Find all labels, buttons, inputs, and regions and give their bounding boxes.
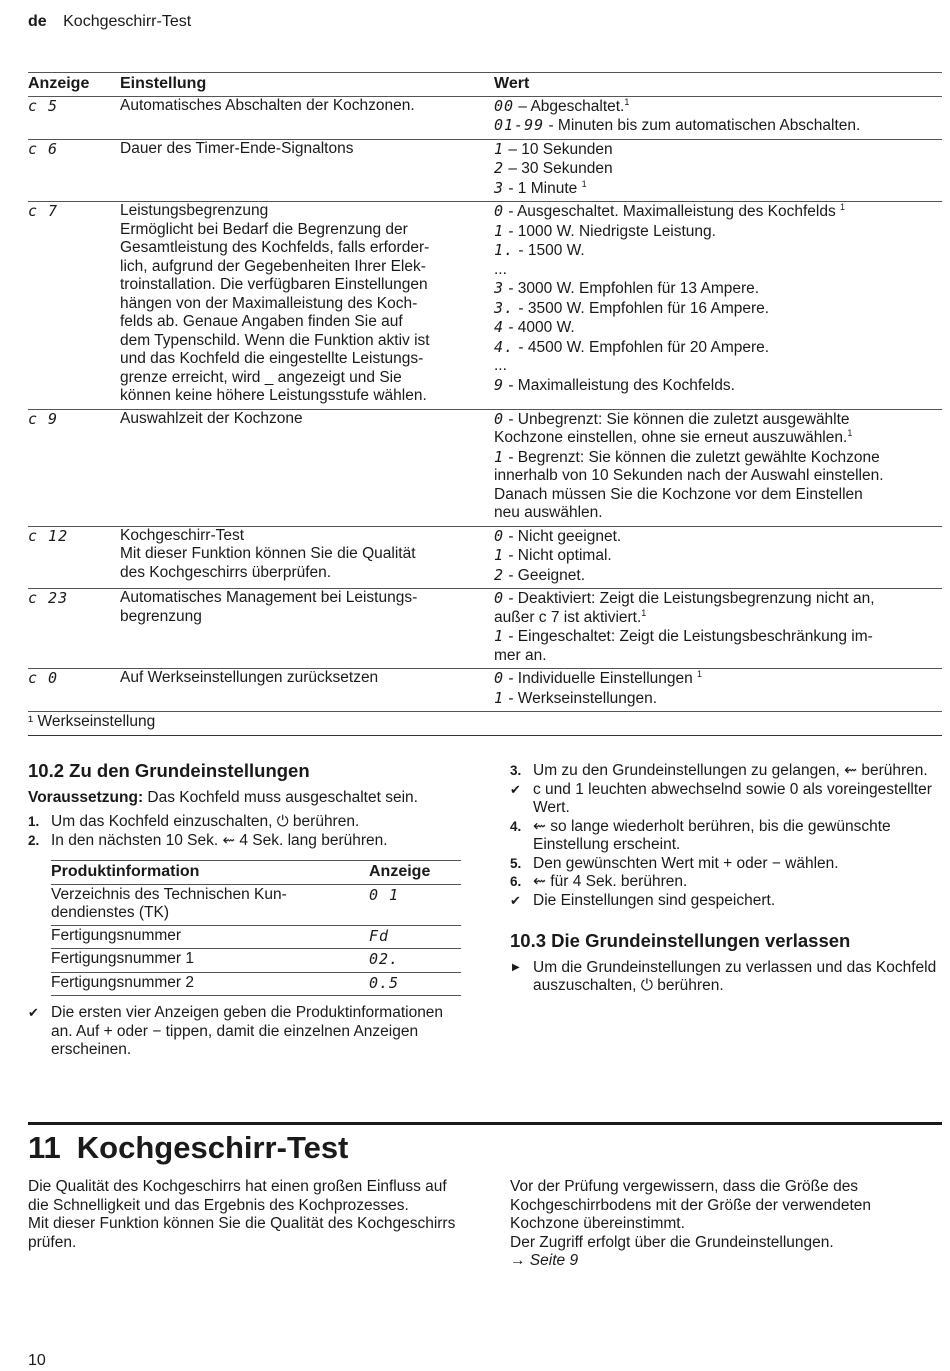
- steps-list-b: [510, 762, 942, 910]
- setting-line: grenze erreicht, wird _ angezeigt und Sie: [120, 368, 402, 386]
- header-title: Kochgeschirr-Test: [63, 13, 192, 30]
- setting-cell: [120, 669, 494, 712]
- setting-line: dem Typenschild. Wenn die Funktion aktiv ist: [120, 331, 430, 349]
- product-info-row: [51, 925, 461, 949]
- display-code: c 12: [28, 526, 69, 545]
- product-info-row: [51, 949, 461, 973]
- value-code: 0: [494, 589, 505, 607]
- page-reference-link[interactable]: → Seite 9: [510, 1252, 579, 1269]
- step-number: 6.: [510, 874, 522, 889]
- value-line: [494, 116, 942, 136]
- step-text: Um das Kochfeld einzuschalten,: [51, 813, 277, 830]
- prerequisite-text: Das Kochfeld muss ausgeschaltet sein.: [143, 788, 418, 806]
- value-text: - Eingeschaltet: Zeigt die Leistungsbeschränkung im-: [504, 628, 873, 645]
- page-header: [28, 13, 191, 32]
- chapter-intro-left: [28, 1178, 460, 1252]
- value-text: - 4500 W. Empfohlen für 20 Ampere.: [514, 338, 770, 356]
- settings-row: [28, 526, 942, 589]
- settings-row: [28, 409, 942, 526]
- value-line: [494, 566, 942, 586]
- value-line: [494, 429, 942, 448]
- step-text: Den gewünschten Wert mit + oder − wählen.: [533, 854, 839, 872]
- power-icon: ⏻: [276, 813, 289, 830]
- step-item: [510, 873, 942, 892]
- settings-row: [28, 139, 942, 202]
- setting-line: Auswahlzeit der Kochzone: [120, 409, 303, 427]
- setting-cell: [120, 202, 494, 410]
- setting-line: Automatisches Management bei Leistungs-: [120, 589, 418, 606]
- product-info-code-cell: [369, 949, 461, 973]
- setting-line: können keine höhere Leistungsstufe wählen.: [120, 387, 427, 404]
- value-text: - Nicht geeignet.: [504, 527, 622, 545]
- setting-line: Auf Werkseinstellungen zurücksetzen: [120, 669, 379, 686]
- intro-paragraph: Der Zugriff erfolgt über die Grundeinstellungen.: [510, 1233, 834, 1251]
- value-line: [494, 357, 942, 376]
- value-line: [494, 159, 942, 179]
- value-text: - 3000 W. Empfohlen für 13 Ampere.: [504, 280, 760, 297]
- step-text: 4 Sek. lang berühren.: [235, 831, 388, 849]
- product-info-row: [51, 972, 461, 996]
- display-code: c 5: [28, 96, 59, 115]
- product-info-code: Fd: [369, 926, 390, 945]
- chapter-number: 11: [28, 1130, 61, 1165]
- value-cell: [494, 669, 942, 712]
- value-text: - 1 Minute: [504, 179, 582, 197]
- value-line: [494, 179, 942, 199]
- footnote: ¹ Werkseinstellung: [28, 712, 942, 736]
- product-info-label: Fertigungsnummer 2: [51, 972, 369, 996]
- value-cell: [494, 96, 942, 139]
- value-code: 1: [494, 546, 505, 564]
- value-line: [494, 241, 942, 261]
- value-line: [494, 647, 942, 666]
- settings-table: [28, 72, 942, 736]
- footnote-row: [28, 712, 942, 736]
- product-info-label: Fertigungsnummer 1: [51, 949, 369, 973]
- right-column: [510, 762, 942, 996]
- prerequisite: [28, 789, 462, 808]
- value-line: [494, 627, 942, 647]
- step-text: berühren.: [288, 813, 360, 830]
- value-code: 01-99: [494, 116, 545, 134]
- value-text: – 10 Sekunden: [504, 140, 613, 158]
- value-line: [494, 689, 942, 709]
- value-code: 4: [494, 318, 505, 336]
- intro-paragraph: Vor der Prüfung vergewissern, dass die Größe des Kochgeschirrbodens mit der Größe der verwendeten Kochzone übereinstimmt.: [510, 1178, 871, 1232]
- product-info-label: Verzeichnis des Technischen Kun-dendienstes (TK): [51, 884, 369, 925]
- value-text: innerhalb von 10 Sekunden nach der Auswahl einstellen.: [494, 467, 884, 484]
- settings-row: [28, 669, 942, 712]
- value-cell: [494, 139, 942, 202]
- action-text: Um die Grundeinstellungen zu verlassen und das Kochfeld auszuschalten, ⏻ berühren.: [533, 958, 937, 994]
- product-info-code-cell: [369, 884, 461, 925]
- value-text: - 3500 W. Empfohlen für 16 Ampere.: [514, 299, 770, 317]
- value-text: - Werkseinstellungen.: [504, 689, 658, 707]
- section-title-10-2: 10.2 Zu den Grundeinstellungen: [28, 760, 310, 781]
- display-cell: [28, 202, 120, 410]
- value-text: - Deaktiviert: Zeigt die Leistungsbegrenzung nicht an,: [504, 590, 875, 607]
- step-text: ⇜ für 4 Sek. berühren.: [533, 873, 688, 890]
- settings-table-body: [28, 96, 942, 735]
- intro-paragraph: Die Qualität des Kochgeschirrs hat einen großen Einfluss auf die Schnelligkeit und das Ergebnis des Kochprozesses.: [28, 1178, 447, 1214]
- setting-cell: [120, 589, 494, 669]
- value-text: Kochzone einstellen, ohne sie erneut auszuwählen.: [494, 429, 848, 446]
- step-text: ⇜ so lange wiederholt berühren, bis die gewünschte Einstellung erscheint.: [533, 817, 891, 853]
- product-info-label: Fertigungsnummer: [51, 925, 369, 949]
- product-info-header: [51, 861, 461, 885]
- value-code: 2: [494, 159, 505, 177]
- footnote-marker: 1: [581, 178, 587, 189]
- value-line: [494, 609, 942, 628]
- display-code: c 0: [28, 669, 59, 687]
- value-line: [494, 486, 942, 505]
- product-info-row: [51, 884, 461, 925]
- steps-list-a: [28, 813, 462, 850]
- display-cell: [28, 139, 120, 202]
- step-item: [510, 855, 942, 874]
- display-code: c 7: [28, 202, 59, 220]
- value-code: 0: [494, 526, 505, 545]
- value-cell: [494, 526, 942, 589]
- value-line: [494, 318, 942, 338]
- value-code: 00: [494, 96, 515, 115]
- product-info-code-cell: [369, 972, 461, 996]
- value-code: 1: [494, 139, 505, 158]
- setting-line: des Kochgeschirrs überprüfen.: [120, 563, 332, 581]
- setting-line: lich, aufgrund der Gegebenheiten Ihrer Elek-: [120, 257, 426, 275]
- settings-row: [28, 202, 942, 410]
- check-icon: ✔: [28, 1005, 39, 1020]
- value-line: [494, 97, 942, 117]
- value-code: 1: [494, 627, 505, 645]
- value-line: [494, 589, 942, 609]
- value-line: [494, 376, 942, 396]
- footnote-marker: 1: [847, 427, 853, 438]
- step-item: [510, 818, 942, 855]
- value-line: [494, 140, 942, 160]
- setting-line: felds ab. Genaue Angaben finden Sie auf: [120, 313, 403, 330]
- display-cell: [28, 589, 120, 669]
- setting-line: Ermöglicht bei Bedarf die Begrenzung der: [120, 220, 408, 238]
- value-line: [494, 546, 942, 566]
- value-code: 9: [494, 375, 505, 394]
- setting-line: Gesamtleistung des Kochfelds, falls erforder-: [120, 239, 430, 256]
- footnote-marker: 1: [641, 607, 647, 618]
- setting-line: troinstallation. Die verfügbaren Einstellungen: [120, 276, 428, 293]
- value-cell: [494, 409, 942, 526]
- check-icon: ✔: [510, 781, 521, 797]
- column-header-display: Anzeige: [28, 73, 120, 97]
- left-column: [28, 762, 462, 1060]
- product-info-code: 0.5: [369, 973, 400, 992]
- step-number: 4.: [510, 818, 522, 834]
- value-line: [494, 299, 942, 319]
- product-info-code-cell: [369, 925, 461, 949]
- settings-key-icon: ⇜: [222, 831, 236, 849]
- step-number: 3.: [510, 763, 522, 778]
- value-code: 3.: [494, 298, 515, 317]
- value-text: – Abgeschaltet.: [514, 97, 625, 115]
- value-code: 1: [494, 447, 505, 466]
- value-text: - Ausgeschaltet. Maximalleistung des Kochfelds: [504, 203, 841, 220]
- value-cell: [494, 589, 942, 669]
- value-line: [494, 504, 942, 523]
- value-text: - Maximalleistung des Kochfelds.: [504, 376, 735, 394]
- value-code: 0: [494, 202, 505, 220]
- step-text: Um zu den Grundeinstellungen zu gelangen, ⇜ berühren.: [533, 762, 928, 779]
- settings-row: [28, 96, 942, 139]
- prerequisite-label: Voraussetzung:: [28, 788, 144, 806]
- display-cell: [28, 96, 120, 139]
- column-header-setting: Einstellung: [120, 73, 494, 97]
- step-number: 5.: [510, 855, 522, 871]
- display-cell: [28, 409, 120, 526]
- value-code: 1: [494, 221, 505, 240]
- step-item: [510, 762, 942, 781]
- value-text: - Minuten bis zum automatischen Abschalten.: [544, 117, 861, 134]
- page-number: 10: [28, 1352, 46, 1369]
- footnote-marker: 1: [840, 201, 846, 212]
- settings-table-header: [28, 73, 942, 97]
- value-code: 3: [494, 178, 505, 197]
- product-info-code: 02.: [369, 950, 400, 968]
- result-text: c und 1 leuchten abwechselnd sowie 0 als voreingestellter Wert.: [533, 780, 932, 816]
- display-cell: [28, 669, 120, 712]
- footnote-marker: 1: [697, 668, 703, 679]
- value-text: Danach müssen Sie die Kochzone vor dem Einstellen: [494, 485, 863, 503]
- value-line: [494, 261, 942, 280]
- setting-line: Kochgeschirr-Test: [120, 526, 245, 544]
- step-number: 1.: [28, 814, 40, 829]
- value-text: - Geeignet.: [504, 566, 586, 584]
- value-line: [494, 448, 942, 468]
- language-tag: de: [28, 13, 47, 30]
- value-code: 4.: [494, 337, 515, 356]
- column-header-value: Wert: [494, 73, 942, 97]
- value-line: [494, 467, 942, 486]
- display-code: c 23: [28, 589, 69, 607]
- value-text: ...: [494, 357, 507, 374]
- value-code: 2: [494, 565, 505, 584]
- setting-line: hängen von der Maximalleistung des Koch-: [120, 294, 418, 312]
- setting-line: Leistungsbegrenzung: [120, 202, 269, 219]
- chapter-intro-right: [510, 1178, 942, 1271]
- column-header-product-info: Produktinformation: [51, 861, 369, 885]
- setting-cell: [120, 409, 494, 526]
- setting-line: und das Kochfeld die eingestellte Leistungs-: [120, 350, 424, 367]
- display-code: c 6: [28, 139, 59, 158]
- result-product-info: [28, 1004, 462, 1060]
- setting-line: Mit dieser Funktion können Sie die Qualität: [120, 545, 416, 562]
- value-text: - Nicht optimal.: [504, 547, 612, 564]
- product-info-code: 0 1: [369, 885, 400, 904]
- step-text: In den nächsten 10 Sek.: [51, 831, 223, 849]
- settings-row: [28, 589, 942, 669]
- value-code: 1.: [494, 241, 515, 259]
- value-text: – 30 Sekunden: [504, 160, 613, 177]
- display-code: c 9: [28, 409, 59, 428]
- value-code: 3: [494, 279, 505, 297]
- value-text: mer an.: [494, 646, 547, 664]
- setting-cell: [120, 526, 494, 589]
- step-2: [28, 832, 462, 851]
- result-item: [510, 781, 942, 818]
- value-line: [494, 338, 942, 358]
- value-text: ...: [494, 260, 507, 278]
- product-info-table: [51, 860, 461, 996]
- action-exit: [510, 959, 942, 996]
- value-code: 0: [494, 409, 505, 428]
- value-line: [494, 669, 942, 689]
- setting-line: Automatisches Abschalten der Kochzonen.: [120, 96, 415, 114]
- value-text: - Individuelle Einstellungen: [504, 670, 698, 687]
- intro-paragraph: Mit dieser Funktion können Sie die Qualität des Kochgeschirrs prüfen.: [28, 1215, 456, 1251]
- value-line: [494, 527, 942, 547]
- setting-cell: [120, 139, 494, 202]
- result-text: Die Einstellungen sind gespeichert.: [533, 891, 776, 909]
- value-text: - Unbegrenzt: Sie können die zuletzt ausgewählte: [504, 410, 850, 428]
- arrow-bullet-icon: ▶: [512, 961, 520, 973]
- setting-cell: [120, 96, 494, 139]
- step-number: 2.: [28, 832, 40, 848]
- section-title-10-3: 10.3 Die Grundeinstellungen verlassen: [510, 930, 851, 951]
- value-line: [494, 222, 942, 242]
- value-text: - Begrenzt: Sie können die zuletzt gewählte Kochzone: [504, 448, 880, 466]
- result-text: Die ersten vier Anzeigen geben die Produktinformationen an. Auf + oder − tippen, damit die einzelnen Anzeigen erscheinen.: [51, 1004, 444, 1058]
- step-1: [28, 813, 462, 832]
- chapter-title-text: Kochgeschirr-Test: [76, 1130, 349, 1165]
- value-text: außer c 7 ist aktiviert.: [494, 608, 642, 626]
- setting-line: begrenzung: [120, 607, 202, 625]
- value-text: - 4000 W.: [504, 319, 575, 336]
- footnote-marker: 1: [624, 96, 630, 107]
- column-header-display: Anzeige: [369, 861, 461, 885]
- value-line: [494, 202, 942, 222]
- value-text: neu auswählen.: [494, 504, 603, 521]
- check-icon: ✔: [510, 892, 521, 908]
- result-item: [510, 892, 942, 911]
- value-text: - 1500 W.: [514, 242, 585, 259]
- value-line: [494, 410, 942, 430]
- display-cell: [28, 526, 120, 589]
- value-code: 1: [494, 688, 505, 707]
- value-code: 0: [494, 669, 505, 687]
- value-cell: [494, 202, 942, 410]
- value-line: [494, 279, 942, 299]
- product-info-body: [51, 884, 461, 996]
- value-text: - 1000 W. Niedrigste Leistung.: [504, 222, 716, 240]
- chapter-title: [28, 1122, 942, 1166]
- setting-line: Dauer des Timer-Ende-Signaltons: [120, 139, 354, 157]
